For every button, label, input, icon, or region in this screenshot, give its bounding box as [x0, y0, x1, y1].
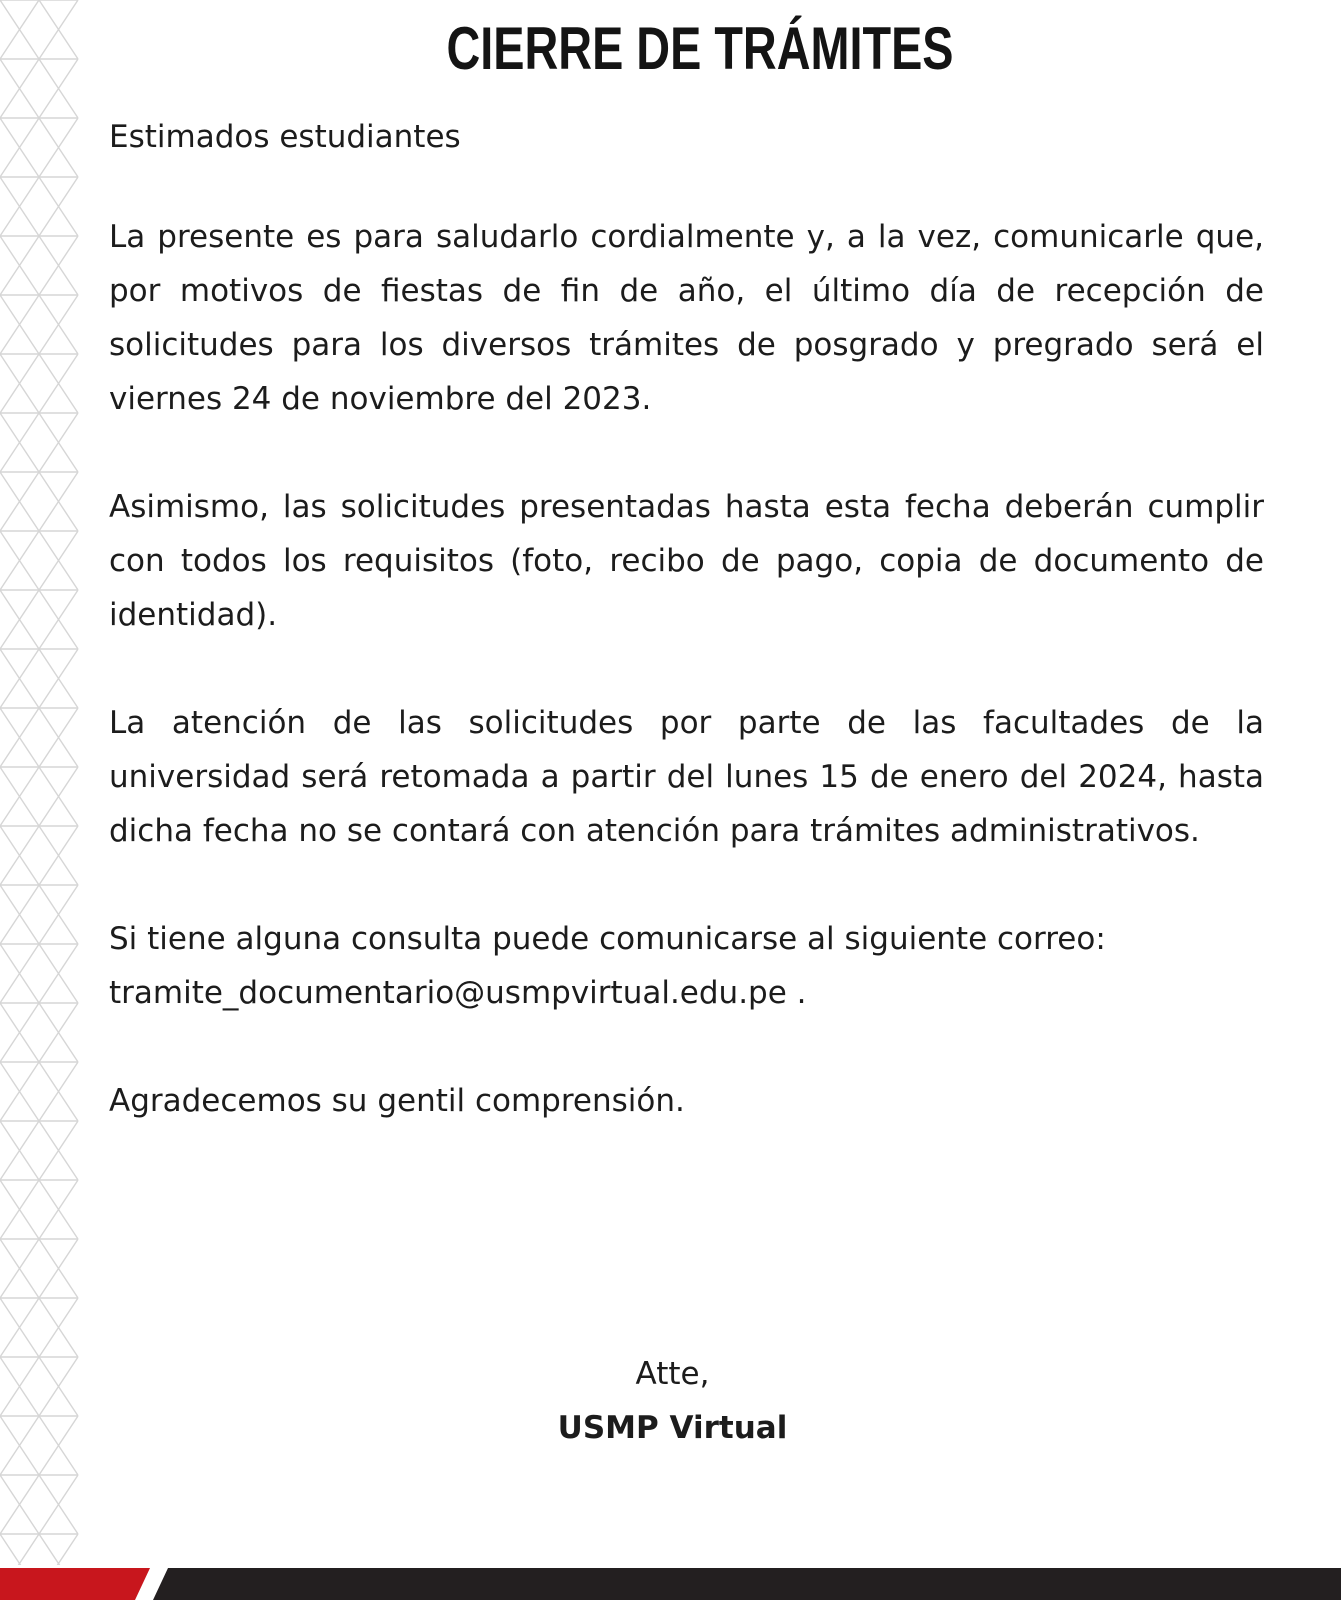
footer-bar: [0, 1568, 1341, 1600]
paragraph-contact: Si tiene alguna consulta puede comunicarse al siguiente correo: tramite_documentario@usmpvirtual.edu.pe .: [109, 921, 1106, 1011]
paragraph-thanks: Agradecemos su gentil comprensión.: [109, 1083, 685, 1119]
paragraph-requirements: Asimismo, las solicitudes presentadas hasta esta fecha deberán cumplir con todos los requisitos (foto, recibo de pago, copia de documento de identidad).: [109, 489, 1264, 633]
paragraph-resumption: La atención de las solicitudes por parte de las facultades de la universidad será retomada a partir del lunes 15 de enero del 2024, hasta dicha fecha no se contará con atención para trámites administrativos.: [109, 705, 1264, 849]
paragraph-closing-date: La presente es para saludarlo cordialmente y, a la vez, comunicarle que, por motivos de fiestas de fin de año, el último día de recepción de solicitudes para los diversos trámites de posgrado y pregrado será el viernes 24 de noviembre del 2023.: [109, 219, 1264, 417]
greeting: Estimados estudiantes: [109, 119, 461, 155]
closing-text: Atte,: [635, 1356, 710, 1392]
footer-red-stripe: [0, 1568, 150, 1600]
side-geometric-pattern: [0, 0, 80, 1565]
page-title: CIERRE DE TRÁMITES: [446, 15, 954, 82]
signoff: [400, 1347, 945, 1455]
notice-body: [109, 110, 1264, 1182]
organization-name: USMP Virtual: [557, 1410, 788, 1446]
footer-dark-stripe: [153, 1568, 1341, 1600]
